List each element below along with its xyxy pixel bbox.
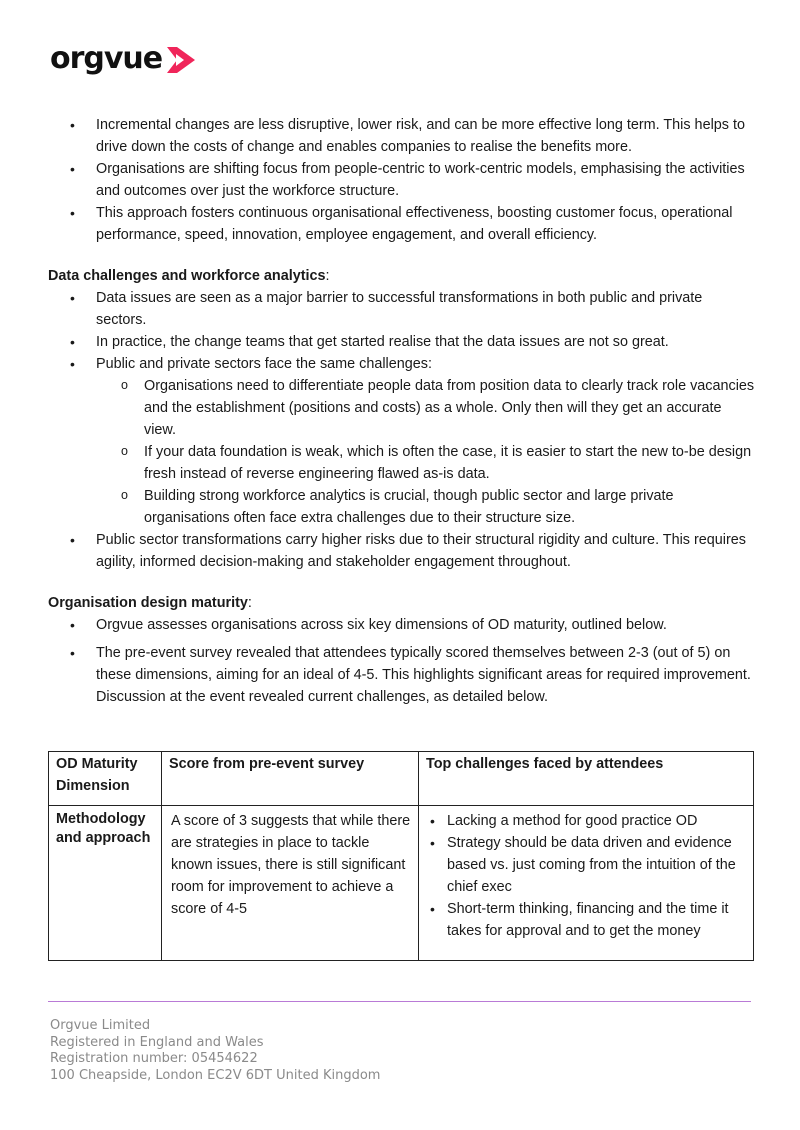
- list-item: • Public and private sectors face the same challenges: o Organisations need to differentiate people data from position data to clearly track role vacancies and the establishment (positions and costs) as a whole. Only then will they get an accurate view. o If your data foundation is weak, which is often the case, it is easier to start the new to-be design fresh instead of reverse engineering flawed as-is data. o Building strong workforce analytics is crucial, though public sector and large private organisations often face extra challenges due to their structure size.: [48, 353, 756, 529]
- od-maturity-bullet-list: [48, 614, 756, 708]
- orgvue-logo: [50, 41, 197, 76]
- list-item: • Short-term thinking, financing and the time it takes for approval and to get the money: [426, 898, 746, 942]
- table-cell-score: A score of 3 suggests that while there are strategies in place to tackle known issues, there is still significant room for improvement to achieve a score of 4-5: [162, 806, 419, 961]
- list-item: • Organisations are shifting focus from people-centric to work-centric models, emphasising the activities and outcomes over just the workforce structure.: [48, 158, 756, 202]
- data-challenges-bullet-list: [48, 287, 756, 573]
- footer-company-name: Orgvue Limited: [50, 1018, 151, 1033]
- table-cell-challenges: [419, 806, 754, 961]
- footer-registration-number: Registration number: 05454622: [50, 1051, 258, 1066]
- play-arrow-logo-icon: [165, 46, 197, 74]
- section-heading-data-challenges: Data challenges and workforce analytics:: [48, 268, 330, 284]
- footer-registered: Registered in England and Wales: [50, 1034, 264, 1050]
- footer-address: 100 Cheapside, London EC2V 6DT United Kingdom: [50, 1067, 381, 1083]
- table-row: [49, 806, 754, 961]
- sub-list-item: o Organisations need to differentiate people data from position data to clearly track role vacancies and the establishment (positions and costs) as a whole. Only then will they get an accurate view.: [96, 375, 756, 441]
- list-item: • This approach fosters continuous organisational effectiveness, boosting customer focus, operational performance, speed, innovation, employee engagement, and overall efficiency.: [48, 202, 756, 246]
- intro-bullet-list: [48, 114, 756, 246]
- list-item: • Lacking a method for good practice OD: [426, 810, 746, 832]
- document-body: [48, 114, 756, 708]
- challenges-list: [426, 810, 746, 942]
- list-item: • Strategy should be data driven and evidence based vs. just coming from the intuition of the chief exec: [426, 832, 746, 898]
- sub-bullet-list: [96, 375, 756, 529]
- list-item: • Orgvue assesses organisations across six key dimensions of OD maturity, outlined below.: [48, 614, 756, 636]
- list-item: • Incremental changes are less disruptive, lower risk, and can be more effective long term. This helps to drive down the costs of change and enables companies to realise the benefits more.: [48, 114, 756, 158]
- table-header-score: Score from pre-event survey: [162, 752, 419, 806]
- footer-divider: [48, 1001, 751, 1002]
- table-cell-dimension: Methodology and approach: [49, 806, 162, 961]
- list-item: • Public sector transformations carry higher risks due to their structural rigidity and culture. This requires agility, informed decision-making and stakeholder engagement throughout.: [48, 529, 756, 573]
- sub-list-item: o If your data foundation is weak, which is often the case, it is easier to start the new to-be design fresh instead of reverse engineering flawed as-is data.: [96, 441, 756, 485]
- sub-list-item: o Building strong workforce analytics is crucial, though public sector and large private organisations often face extra challenges due to their structure size.: [96, 485, 756, 529]
- list-item: • In practice, the change teams that get started realise that the data issues are not so great.: [48, 331, 756, 353]
- table-header-dimension: OD Maturity Dimension: [49, 752, 162, 806]
- logo-wordmark: orgvue: [50, 41, 163, 76]
- table-header-row: [49, 752, 754, 806]
- list-item: • The pre-event survey revealed that attendees typically scored themselves between 2-3 (out of 5) on these dimensions, aiming for an ideal of 4-5. This highlights significant areas for required improvement. Discussion at the event revealed current challenges, as detailed below.: [48, 642, 756, 708]
- list-item: • Data issues are seen as a major barrier to successful transformations in both public and private sectors.: [48, 287, 756, 331]
- od-maturity-table: [48, 751, 754, 961]
- section-heading-od-maturity: Organisation design maturity:: [48, 595, 252, 611]
- footer-company-info: [50, 1018, 380, 1084]
- table-header-challenges: Top challenges faced by attendees: [419, 752, 754, 806]
